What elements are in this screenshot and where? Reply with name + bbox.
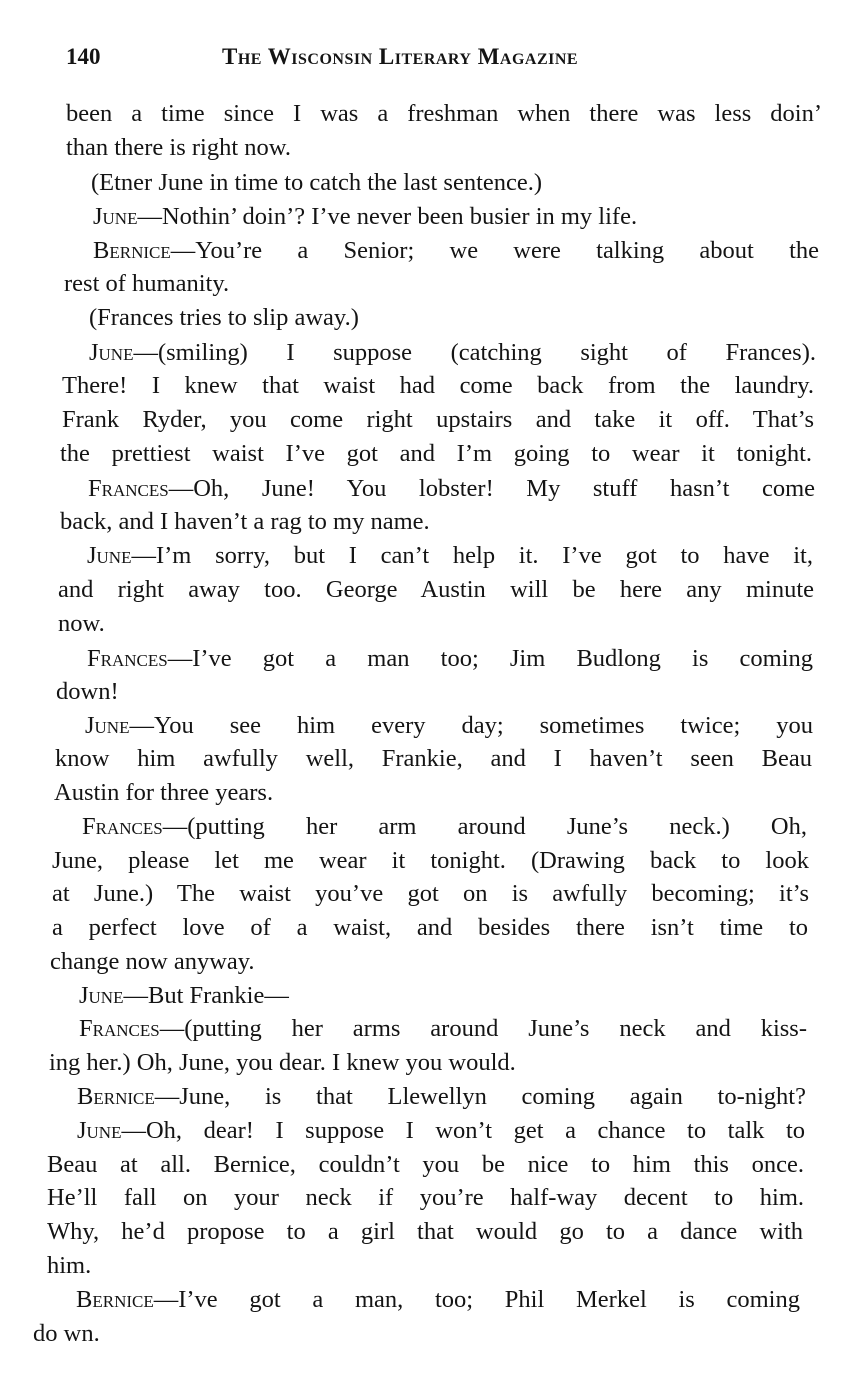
line-text: at June.) The waist you’ve got on is awfully becoming; it’s <box>52 880 809 907</box>
stage-direction <box>91 167 542 199</box>
speaker-name: June <box>87 542 132 569</box>
speaker-name: Bernice <box>77 1083 155 1110</box>
dialogue-line <box>85 710 813 742</box>
text-line <box>56 676 119 708</box>
dialogue-line <box>87 540 813 572</box>
text-line <box>52 878 809 910</box>
dialogue-line <box>93 201 637 233</box>
speaker-name: Frances <box>82 813 163 840</box>
text-line <box>33 1318 100 1350</box>
line-text: —June, is that Llewellyn coming again to-night? <box>154 1083 806 1110</box>
line-text: Beau at all. Bernice, couldn’t you be nice to him this once. <box>47 1151 804 1178</box>
text-line <box>55 743 812 775</box>
stage-direction <box>89 302 359 334</box>
speaker-name: June <box>79 982 124 1009</box>
line-text: do wn. <box>33 1320 100 1347</box>
line-text: —Nothin’ doin’? I’ve never been busier in my life. <box>137 203 638 230</box>
text-line <box>58 574 814 606</box>
speaker-name: Bernice <box>76 1286 154 1313</box>
text-line <box>62 404 814 436</box>
speaker-name: June <box>85 712 130 739</box>
line-text: —I’ve got a man too; Jim Budlong is coming <box>167 645 813 672</box>
line-text: —I’m sorry, but I can’t help it. I’ve got to have it, <box>131 542 813 569</box>
text-line <box>50 946 255 978</box>
line-text: know him awfully well, Frankie, and I haven’t seen Beau <box>55 745 812 772</box>
text-line <box>52 845 809 877</box>
page-number: 140 <box>66 44 101 69</box>
speaker-name: Frances <box>88 475 169 502</box>
line-text: Austin for three years. <box>54 779 274 806</box>
dialogue-line <box>89 337 816 369</box>
text-line <box>64 268 229 300</box>
line-text: Why, he’d propose to a girl that would go to a dance with <box>47 1218 803 1245</box>
text-line <box>54 777 273 809</box>
dialogue-line <box>87 643 813 675</box>
speaker-name: June <box>93 203 138 230</box>
line-text: change now anyway. <box>50 948 255 975</box>
line-text: and right away too. George Austin will be here any minute <box>58 576 814 603</box>
text-line <box>60 438 812 470</box>
text-line <box>66 98 822 130</box>
speaker-name: June <box>77 1117 122 1144</box>
line-text: now. <box>58 610 105 637</box>
line-text: June, please let me wear it tonight. (Drawing back to look <box>52 847 809 874</box>
running-head: The Wisconsin Literary Magazine <box>222 44 579 69</box>
line-text: —You see him every day; sometimes twice; you <box>129 712 813 739</box>
dialogue-line <box>77 1081 806 1113</box>
speaker-name: Frances <box>79 1015 160 1042</box>
line-text: back, and I haven’t a rag to my name. <box>60 508 430 535</box>
line-text: the prettiest waist I’ve got and I’m going to wear it tonight. <box>60 440 812 467</box>
text-line <box>47 1216 803 1248</box>
line-text: (Frances tries to slip away.) <box>89 304 359 331</box>
line-text: than there is right now. <box>66 134 291 161</box>
line-text: him. <box>47 1252 92 1279</box>
text-line <box>58 608 105 640</box>
line-text: —You’re a Senior; we were talking about the <box>170 237 819 264</box>
line-text: —(putting her arm around June’s neck.) Oh, <box>162 813 807 840</box>
text-line <box>60 506 430 538</box>
text-line <box>47 1182 804 1214</box>
speaker-name: June <box>89 339 134 366</box>
line-text: —But Frankie— <box>123 982 289 1009</box>
line-text: —I’ve got a man, too; Phil Merkel is coming <box>153 1286 800 1313</box>
dialogue-line <box>77 1115 805 1147</box>
text-line <box>49 1047 516 1079</box>
dialogue-line <box>93 235 819 267</box>
text-line <box>66 132 291 164</box>
line-text: rest of humanity. <box>64 270 230 297</box>
dialogue-line <box>82 811 807 843</box>
line-text: There! I knew that waist had come back from the laundry. <box>62 372 814 399</box>
line-text: been a time since I was a freshman when there was less doin’ <box>66 100 822 127</box>
line-text: —(smiling) I suppose (catching sight of Frances). <box>133 339 816 366</box>
line-text: a perfect love of a waist, and besides there isn’t time to <box>52 914 808 941</box>
text-line <box>52 912 808 944</box>
line-text: Frank Ryder, you come right upstairs and take it off. That’s <box>62 406 814 433</box>
page-header <box>0 44 857 78</box>
text-line <box>47 1149 804 1181</box>
dialogue-line <box>76 1284 800 1316</box>
text-line <box>62 370 814 402</box>
dialogue-line <box>79 1013 807 1045</box>
line-text: —Oh, dear! I suppose I won’t get a chance to talk to <box>121 1117 805 1144</box>
line-text: He’ll fall on your neck if you’re half-way decent to him. <box>47 1184 804 1211</box>
line-text: down! <box>56 678 119 705</box>
dialogue-line <box>88 473 815 505</box>
dialogue-line <box>79 980 289 1012</box>
line-text: —(putting her arms around June’s neck and kiss- <box>159 1015 807 1042</box>
speaker-name: Frances <box>87 645 168 672</box>
speaker-name: Bernice <box>93 237 171 264</box>
line-text: —Oh, June! You lobster! My stuff hasn’t come <box>168 475 815 502</box>
line-text: ing her.) Oh, June, you dear. I knew you would. <box>49 1049 516 1076</box>
line-text: (Etner June in time to catch the last sentence.) <box>91 169 543 196</box>
text-line <box>47 1250 91 1282</box>
